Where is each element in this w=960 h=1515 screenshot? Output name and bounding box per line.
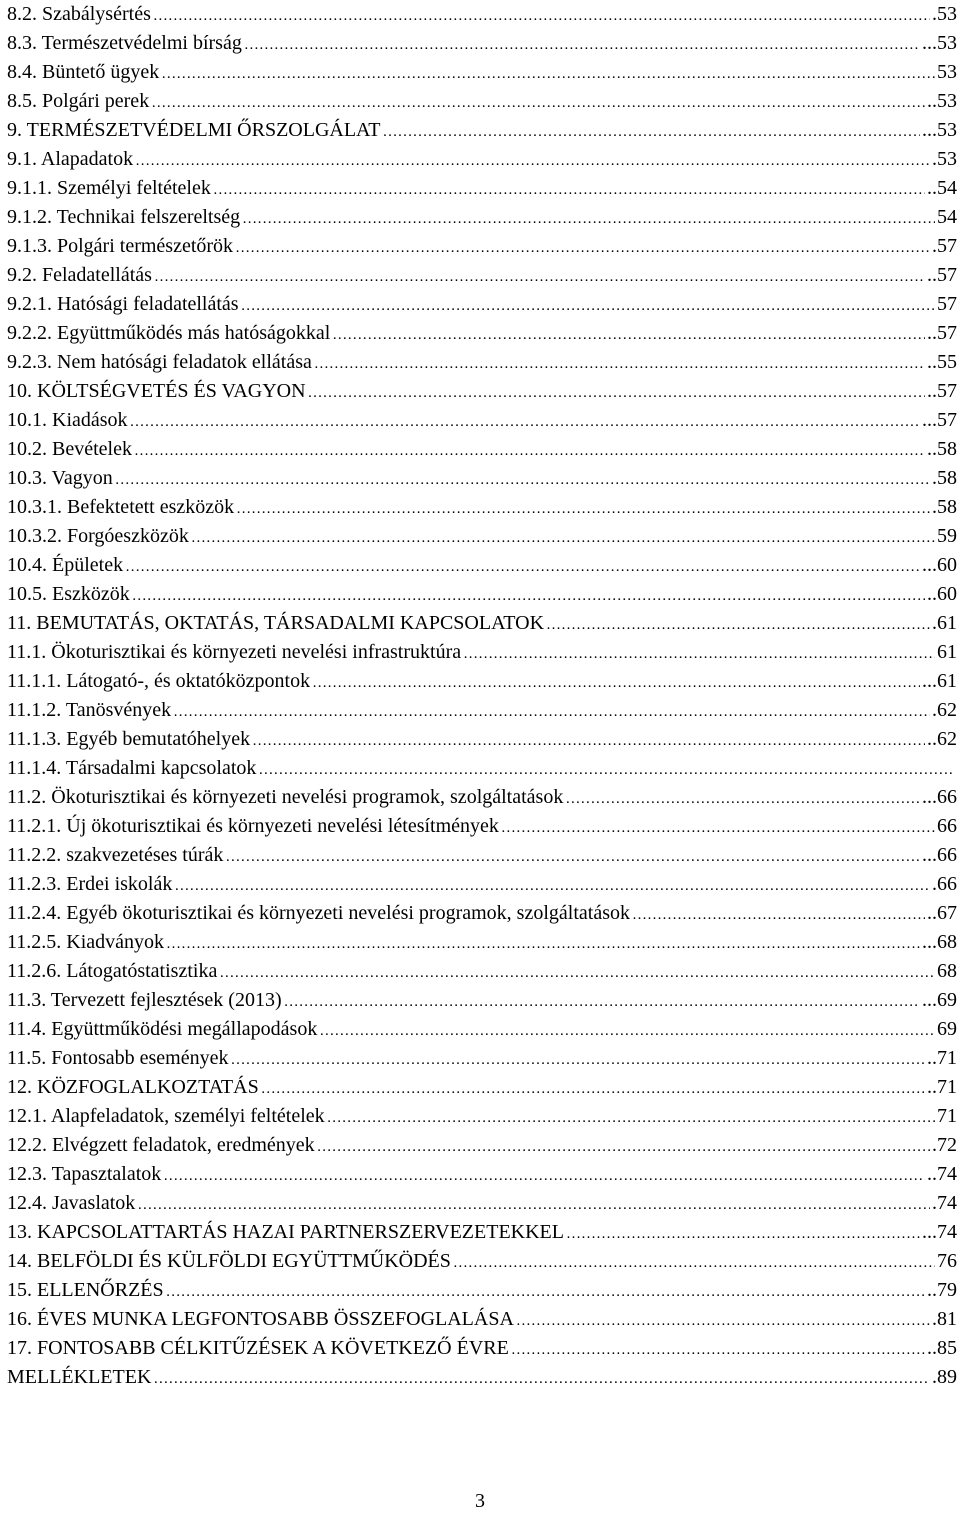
toc-leader-dots <box>244 31 920 60</box>
toc-leader-dots <box>258 756 955 785</box>
toc-entry-title: 11.1.3. Egyéb bemutatóhelyek <box>7 728 251 750</box>
toc-entry-title: 10.4. Épületek <box>7 554 124 576</box>
toc-entry <box>7 1276 957 1305</box>
toc-entry-title: 11.2.4. Egyéb ökoturisztikai és környezeti nevelési programok, szolgáltatások <box>7 902 630 924</box>
toc-entry-page: ...57 <box>922 409 957 431</box>
toc-entry <box>7 406 957 435</box>
toc-entry-page: .62 <box>932 699 957 721</box>
toc-entry-page: 71 <box>937 1105 957 1127</box>
toc-entry <box>7 348 957 377</box>
toc-entry <box>7 435 957 464</box>
toc-leader-dots <box>166 930 920 959</box>
toc-entry <box>7 493 957 522</box>
toc-entry <box>7 29 957 58</box>
toc-entry <box>7 870 957 899</box>
toc-entry <box>7 1015 957 1044</box>
toc-entry <box>7 812 957 841</box>
toc-entry-page: .89 <box>932 1366 957 1388</box>
toc-leader-dots <box>115 466 930 495</box>
toc-leader-dots <box>161 60 935 89</box>
toc-entry <box>7 1247 957 1276</box>
toc-entry-page: .72 <box>932 1134 957 1156</box>
toc-entry-page: ...61 <box>922 670 957 692</box>
toc-entry <box>7 725 957 754</box>
toc-leader-dots <box>383 118 921 147</box>
toc-entry-page: ..62 <box>927 728 957 750</box>
toc-entry-page: ..85 <box>927 1337 957 1359</box>
toc-leader-dots <box>236 495 930 524</box>
toc-leader-dots <box>546 611 930 640</box>
toc-entry-page: 53 <box>937 61 957 83</box>
toc-entry-page: ...53 <box>922 32 957 54</box>
toc-leader-dots <box>511 1336 925 1365</box>
toc-entry-title: 11. BEMUTATÁS, OKTATÁS, TÁRSADALMI KAPCSOLATOK <box>7 612 545 634</box>
toc-entry <box>7 551 957 580</box>
toc-leader-dots <box>173 698 930 727</box>
toc-leader-dots <box>501 814 935 843</box>
toc-entry <box>7 841 957 870</box>
toc-entry-title: 13. KAPCSOLATTARTÁS HAZAI PARTNERSZERVEZETEKKEL <box>7 1221 564 1243</box>
toc-entry-title: 10.1. Kiadások <box>7 409 128 431</box>
toc-entry-title: 10.3. Vagyon <box>7 467 113 489</box>
toc-entry-title: 10. KÖLTSÉGVETÉS ÉS VAGYON <box>7 380 306 402</box>
toc-leader-dots <box>632 901 925 930</box>
toc-entry <box>7 1334 957 1363</box>
toc-entry-title: 9.2. Feladatellátás <box>7 264 152 286</box>
toc-entry <box>7 290 957 319</box>
toc-entry-title: 9.1.2. Technikai felszereltség <box>7 206 241 228</box>
toc-entry-title: 14. BELFÖLDI ÉS KÜLFÖLDI EGYÜTTMŰKÖDÉS <box>7 1250 451 1272</box>
toc-leader-dots <box>153 1365 930 1394</box>
toc-leader-dots <box>317 1133 930 1162</box>
toc-entry-page: ..67 <box>927 902 957 924</box>
toc-leader-dots <box>174 872 930 901</box>
toc-entry <box>7 580 957 609</box>
toc-entry <box>7 783 957 812</box>
toc-entry-page: .61 <box>932 612 957 634</box>
toc-entry-title: 11.1.2. Tanösvények <box>7 699 172 721</box>
toc-entry-title: 10.5. Eszközök <box>7 583 130 605</box>
toc-entry <box>7 1131 957 1160</box>
toc-entry-page: ..53 <box>927 90 957 112</box>
toc-entry <box>7 174 957 203</box>
toc-entry-title: 9.2.1. Hatósági feladatellátás <box>7 293 239 315</box>
toc-leader-dots <box>332 321 925 350</box>
toc-entry-title: 11.1.1. Látogató-, és oktatóközpontok <box>7 670 311 692</box>
toc-entry <box>7 377 957 406</box>
toc-entry-page: ..60 <box>927 583 957 605</box>
toc-entry <box>7 232 957 261</box>
toc-entry-page: .57 <box>932 235 957 257</box>
toc-entry-title: 11.1. Ökoturisztikai és környezeti nevelési infrastruktúra <box>7 641 462 663</box>
toc-leader-dots <box>327 1104 935 1133</box>
toc-entry-page: ..57 <box>927 264 957 286</box>
toc-entry-title: 11.2.5. Kiadványok <box>7 931 165 953</box>
toc-leader-dots <box>151 89 925 118</box>
toc-leader-dots <box>219 959 935 988</box>
toc-entry-title: 11.2.2. szakvezetéses túrák <box>7 844 224 866</box>
toc-entry <box>7 116 957 145</box>
toc-entry-title: 11.4. Együttműködési megállapodások <box>7 1018 318 1040</box>
toc-leader-dots <box>235 234 930 263</box>
toc-leader-dots <box>230 1046 925 1075</box>
toc-entry <box>7 696 957 725</box>
toc-entry-page: 59 <box>937 525 957 547</box>
page-number: 3 <box>475 1490 485 1512</box>
toc-entry-title: 10.2. Bevételek <box>7 438 132 460</box>
toc-leader-dots <box>134 437 925 466</box>
toc-entry-title: 11.5. Fontosabb események <box>7 1047 229 1069</box>
toc-entry-title: 12.1. Alapfeladatok, személyi feltételek <box>7 1105 325 1127</box>
toc-entry-page: 66 <box>937 815 957 837</box>
toc-entry-title: 9.1.3. Polgári természetőrök <box>7 235 234 257</box>
toc-leader-dots <box>125 553 920 582</box>
toc-entry <box>7 609 957 638</box>
toc-entry-page: ...60 <box>922 554 957 576</box>
toc-entry-title: 11.2.3. Erdei iskolák <box>7 873 173 895</box>
toc-entry-page: .81 <box>932 1308 957 1330</box>
toc-entry <box>7 0 957 29</box>
toc-leader-dots <box>284 988 920 1017</box>
toc-entry-page: ..74 <box>927 1163 957 1185</box>
toc-leader-dots <box>132 582 925 611</box>
toc-leader-dots <box>153 2 930 31</box>
toc-leader-dots <box>252 727 925 756</box>
toc-entry-title: 9. TERMÉSZETVÉDELMI ŐRSZOLGÁLAT <box>7 119 381 141</box>
toc-entry-title: MELLÉKLETEK <box>7 1366 152 1388</box>
toc-entry-title: 9.2.2. Együttműködés más hatóságokkal <box>7 322 331 344</box>
toc-entry-title: 11.2.1. Új ökoturisztikai és környezeti nevelési létesítmények <box>7 815 499 837</box>
toc-entry-page: ..55 <box>927 351 957 373</box>
toc-leader-dots <box>463 640 935 669</box>
toc-entry-page: ...53 <box>922 119 957 141</box>
toc-entry <box>7 1218 957 1247</box>
toc-entry <box>7 319 957 348</box>
toc-leader-dots <box>191 524 935 553</box>
toc-entry-title: 15. ELLENŐRZÉS <box>7 1279 164 1301</box>
toc-leader-dots <box>453 1249 935 1278</box>
toc-entry-title: 8.2. Szabálysértés <box>7 3 151 25</box>
toc-entry-title: 8.5. Polgári perek <box>7 90 150 112</box>
toc-entry-page: 68 <box>937 960 957 982</box>
toc-leader-dots <box>241 292 935 321</box>
toc-entry-title: 16. ÉVES MUNKA LEGFONTOSABB ÖSSZEFOGLALÁSA <box>7 1308 514 1330</box>
toc-leader-dots <box>166 1278 925 1307</box>
toc-leader-dots <box>516 1307 930 1336</box>
toc-leader-dots <box>566 1220 920 1249</box>
toc-entry-page: .53 <box>932 148 957 170</box>
toc-entry-title: 11.3. Tervezett fejlesztések (2013) <box>7 989 282 1011</box>
toc-entry-title: 9.1.1. Személyi feltételek <box>7 177 211 199</box>
toc-entry-title: 12. KÖZFOGLALKOZTATÁS <box>7 1076 259 1098</box>
toc-entry-page: ..79 <box>927 1279 957 1301</box>
toc-entry-page: 54 <box>937 206 957 228</box>
toc-entry <box>7 1363 957 1392</box>
toc-entry-title: 10.3.1. Befektetett eszközök <box>7 496 235 518</box>
toc-entry <box>7 754 957 783</box>
toc-entry <box>7 957 957 986</box>
toc-entry-page: 57 <box>937 293 957 315</box>
toc-entry-page: ...74 <box>922 1221 957 1243</box>
toc-entry-title: 8.4. Büntető ügyek <box>7 61 160 83</box>
toc-entry-title: 10.3.2. Forgóeszközök <box>7 525 189 547</box>
toc-leader-dots <box>308 379 925 408</box>
toc-entry <box>7 1305 957 1334</box>
toc-leader-dots <box>130 408 920 437</box>
toc-leader-dots <box>137 1191 930 1220</box>
toc-entry-page: ..54 <box>927 177 957 199</box>
toc-entry-page: 61 <box>937 641 957 663</box>
toc-entry <box>7 1189 957 1218</box>
table-of-contents <box>7 0 957 1392</box>
toc-leader-dots <box>154 263 925 292</box>
toc-entry-page: ...66 <box>922 786 957 808</box>
toc-entry <box>7 87 957 116</box>
toc-entry <box>7 1044 957 1073</box>
toc-leader-dots <box>319 1017 935 1046</box>
toc-entry-page: ...69 <box>922 989 957 1011</box>
toc-entry-title: 11.2. Ökoturisztikai és környezeti nevelési programok, szolgáltatások <box>7 786 564 808</box>
toc-leader-dots <box>163 1162 925 1191</box>
toc-entry <box>7 58 957 87</box>
toc-entry-page: ...68 <box>922 931 957 953</box>
toc-entry-title: 11.1.4. Társadalmi kapcsolatok <box>7 757 257 779</box>
toc-entry <box>7 203 957 232</box>
toc-entry <box>7 1102 957 1131</box>
toc-leader-dots <box>225 843 920 872</box>
toc-entry <box>7 638 957 667</box>
toc-entry-page: .58 <box>932 496 957 518</box>
toc-entry <box>7 1160 957 1189</box>
toc-entry-page: ..71 <box>927 1047 957 1069</box>
toc-entry-page: ..71 <box>927 1076 957 1098</box>
toc-leader-dots <box>261 1075 925 1104</box>
toc-entry-page: ..58 <box>927 438 957 460</box>
toc-entry-page: .53 <box>932 3 957 25</box>
toc-entry <box>7 899 957 928</box>
toc-entry-title: 12.2. Elvégzett feladatok, eredmények <box>7 1134 315 1156</box>
toc-leader-dots <box>312 669 920 698</box>
toc-entry <box>7 1073 957 1102</box>
toc-entry <box>7 261 957 290</box>
toc-entry <box>7 986 957 1015</box>
toc-entry-title: 8.3. Természetvédelmi bírság <box>7 32 242 54</box>
toc-entry-page: 69 <box>937 1018 957 1040</box>
toc-leader-dots <box>314 350 925 379</box>
toc-entry-title: 11.2.6. Látogatóstatisztika <box>7 960 218 982</box>
toc-entry-title: 12.4. Javaslatok <box>7 1192 136 1214</box>
toc-entry-page: ..57 <box>927 380 957 402</box>
toc-entry-page: .74 <box>932 1192 957 1214</box>
toc-entry-page: ...66 <box>922 844 957 866</box>
toc-leader-dots <box>213 176 925 205</box>
toc-entry <box>7 464 957 493</box>
toc-entry-page: 76 <box>937 1250 957 1272</box>
toc-entry <box>7 667 957 696</box>
toc-entry-page: .58 <box>932 467 957 489</box>
toc-entry-title: 17. FONTOSABB CÉLKITŰZÉSEK A KÖVETKEZŐ ÉVRE <box>7 1337 509 1359</box>
toc-entry-page: .66 <box>932 873 957 895</box>
toc-entry <box>7 145 957 174</box>
toc-entry <box>7 522 957 551</box>
toc-entry-title: 12.3. Tapasztalatok <box>7 1163 162 1185</box>
toc-leader-dots <box>135 147 930 176</box>
toc-entry <box>7 928 957 957</box>
toc-leader-dots <box>565 785 920 814</box>
toc-leader-dots <box>242 205 935 234</box>
toc-entry-title: 9.2.3. Nem hatósági feladatok ellátása <box>7 351 312 373</box>
toc-entry-page: ..57 <box>927 322 957 344</box>
toc-entry-title: 9.1. Alapadatok <box>7 148 134 170</box>
